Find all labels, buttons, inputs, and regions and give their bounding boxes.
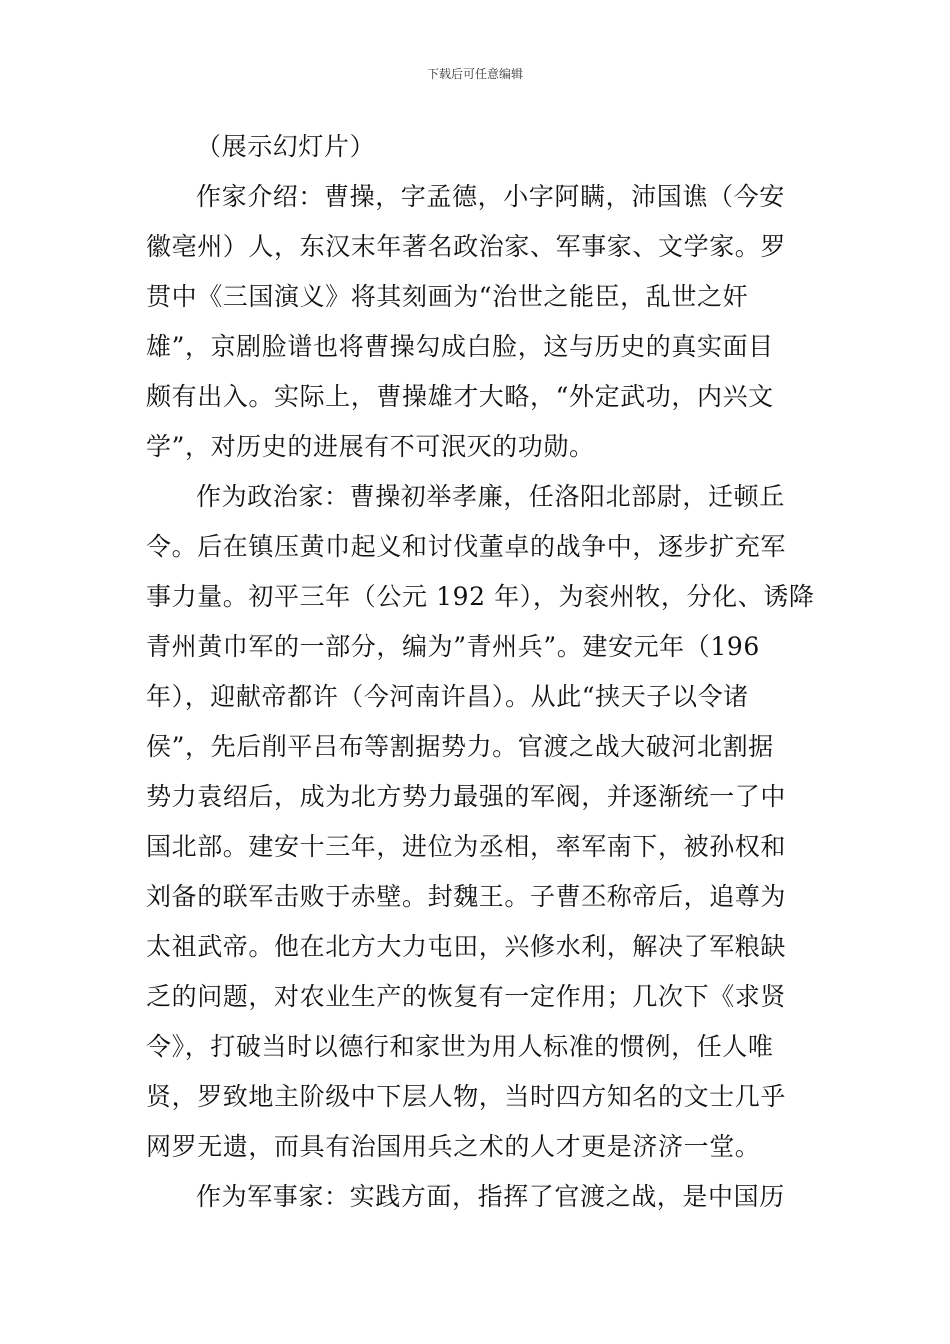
text-line: 网罗无遗，而具有治国用兵之术的人才更是济济一堂。 [146,1132,761,1161]
paragraph-author-intro [146,172,806,472]
text-line: 雄”，京剧脸谱也将曹操勾成白脸，这与历史的真实面目 [146,332,774,361]
text-line: 乏的问题，对农业生产的恢复有一定作用；几次下《求贤 [146,982,787,1011]
text-line: 青州黄巾军的一部分，编为”青州兵”。建安元年（196 [146,632,760,661]
text-line: 作为军事家：实践方面，指挥了官渡之战，是中国历 [196,1182,785,1211]
slide-note: （展示幻灯片） [196,132,376,161]
text-line: 令》，打破当时以德行和家世为用人标准的惯例，任人唯 [146,1032,774,1061]
text-line: 侯”，先后削平吕布等割据势力。官渡之战大破河北割据 [146,732,774,761]
text-line: 徽亳州）人，东汉末年著名政治家、军事家、文学家。罗 [146,232,787,261]
text-line: 颇有出入。实际上，曹操雄才大略，“外定武功，内兴文 [146,382,774,411]
text-line: 作为政治家：曹操初举孝廉，任洛阳北部尉，迁顿丘 [196,482,785,511]
text-line: 事力量。初平三年（公元 192 年），为衮州牧，分化、诱降 [146,582,815,611]
text-line: 刘备的联军击败于赤壁。封魏王。子曹丕称帝后，追尊为 [146,882,787,911]
document-body [146,122,815,1222]
text-line: 贯中《三国演义》将其刻画为“治世之能臣，乱世之奸 [146,282,749,311]
text-line: 国北部。建安十三年，进位为丞相，率军南下，被孙权和 [146,832,787,861]
text-line: 作家介绍：曹操，字孟德，小字阿瞒，沛国谯（今安 [196,182,785,211]
header-note: 下载后可任意编辑 [426,67,523,81]
text-line: 势力袁绍后，成为北方势力最强的军阀，并逐渐统一了中 [146,782,787,811]
text-line: 年），迎献帝都许（今河南许昌）。从此“挟天子以令诸 [146,682,749,711]
text-line: 太祖武帝。他在北方大力屯田，兴修水利，解决了军粮缺 [146,932,787,961]
paragraph-military [146,1172,806,1222]
text-line: 贤，罗致地主阶级中下层人物，当时四方知名的文士几乎 [146,1082,787,1111]
text-line: 学”，对历史的进展有不可泯灭的功勋。 [146,432,595,461]
paragraph-politician [146,472,815,1172]
text-line: 令。后在镇压黄巾起义和讨伐董卓的战争中，逐步扩充军 [146,532,787,561]
